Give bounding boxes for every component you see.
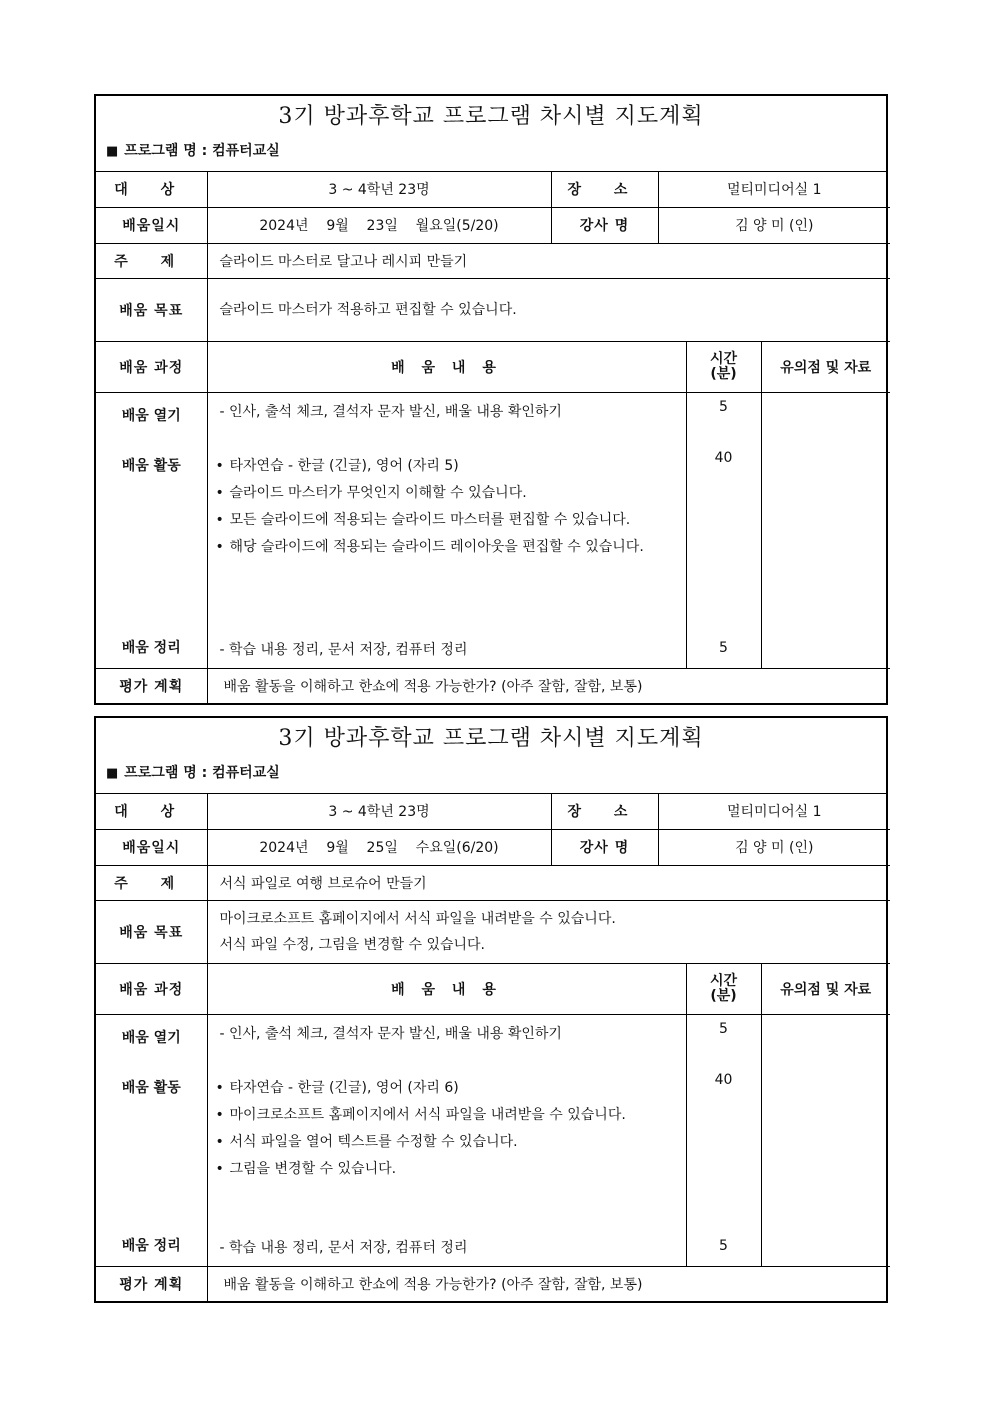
teacher-label: 강사 명 — [551, 207, 658, 243]
goal-value — [207, 278, 890, 341]
wrap-text: - 학습 내용 정리, 문서 저장, 컴퓨터 정리 — [219, 1239, 468, 1256]
lesson-plan-1 — [94, 94, 888, 705]
stage-wrap: 배움 정리 — [121, 639, 181, 656]
topic-value: 서식 파일로 여행 브로슈어 만들기 — [207, 865, 890, 900]
time-wrap: 5 — [719, 1237, 728, 1254]
activity-item: • 슬라이드 마스터가 무엇인지 이해할 수 있습니다. — [212, 480, 680, 507]
place-value: 멀티미디어실 1 — [658, 172, 890, 207]
plan-table — [96, 794, 890, 1301]
goal-line: 슬라이드 마스터가 적용하고 편집할 수 있습니다. — [219, 301, 517, 318]
process-header: 배움 과정 — [96, 963, 207, 1014]
teacher-value: 김 양 미 (인) — [658, 829, 890, 865]
evaluation-label: 평가 계획 — [96, 668, 207, 703]
time-header: 시간 (분) — [686, 341, 761, 392]
activity-item: • 마이크로소프트 홈페이지에서 서식 파일을 내려받을 수 있습니다. — [212, 1102, 680, 1129]
stage-activity: 배움 활동 — [121, 457, 181, 474]
activity-item: • 모든 슬라이드에 적용되는 슬라이드 마스터를 편집할 수 있습니다. — [212, 507, 680, 534]
evaluation-value: 배움 활동을 이해하고 한쇼에 적용 가능한가? (아주 잘함, 잘함, 보통) — [207, 1266, 890, 1301]
program-name: 프로그램 명 : 컴퓨터교실 — [124, 765, 280, 781]
lesson-plan-2 — [94, 716, 888, 1303]
time-activity: 40 — [714, 449, 733, 466]
process-content — [207, 392, 686, 668]
time-wrap: 5 — [719, 639, 728, 656]
open-text: - 인사, 출석 체크, 결석자 문자 발신, 배울 내용 확인하기 — [219, 1025, 562, 1042]
time-open: 5 — [719, 1020, 728, 1037]
program-name-line — [96, 758, 886, 794]
activity-item: • 서식 파일을 열어 텍스트를 수정할 수 있습니다. — [212, 1129, 680, 1156]
date-value: 2024년 9월 23일 월요일(5/20) — [207, 207, 551, 243]
wrap-text: - 학습 내용 정리, 문서 저장, 컴퓨터 정리 — [219, 641, 468, 658]
target-value: 3 ~ 4학년 23명 — [207, 794, 551, 829]
date-label: 배움일시 — [96, 829, 207, 865]
place-label: 장 소 — [551, 172, 658, 207]
date-value: 2024년 9월 25일 수요일(6/20) — [207, 829, 551, 865]
activity-item: • 타자연습 - 한글 (긴글), 영어 (자리 6) — [212, 1075, 680, 1102]
evaluation-label: 평가 계획 — [96, 1266, 207, 1301]
activity-item: • 그림을 변경할 수 있습니다. — [212, 1156, 680, 1183]
date-label: 배움일시 — [96, 207, 207, 243]
goal-line: 서식 파일 수정, 그림을 변경할 수 있습니다. — [219, 936, 486, 953]
program-name-line — [96, 136, 886, 172]
process-stages — [96, 392, 207, 668]
activity-list — [208, 453, 686, 561]
place-label: 장 소 — [551, 794, 658, 829]
program-name: 프로그램 명 : 컴퓨터교실 — [124, 143, 280, 159]
time-activity: 40 — [714, 1071, 733, 1088]
teacher-label: 강사 명 — [551, 829, 658, 865]
goal-line: 마이크로소프트 홈페이지에서 서식 파일을 내려받을 수 있습니다. — [219, 910, 616, 927]
notes-cell — [761, 1014, 890, 1266]
goal-value — [207, 900, 890, 963]
square-bullet-icon: ■ — [106, 144, 119, 159]
stage-open: 배움 열기 — [121, 1029, 181, 1046]
content-header: 배 움 내 용 — [207, 963, 686, 1014]
time-values — [686, 392, 761, 668]
topic-value: 슬라이드 마스터로 달고나 레시피 만들기 — [207, 243, 890, 278]
evaluation-value: 배움 활동을 이해하고 한쇼에 적용 가능한가? (아주 잘함, 잘함, 보통) — [207, 668, 890, 703]
target-value: 3 ~ 4학년 23명 — [207, 172, 551, 207]
time-values — [686, 1014, 761, 1266]
target-label: 대 상 — [96, 172, 207, 207]
content-header: 배 움 내 용 — [207, 341, 686, 392]
square-bullet-icon: ■ — [106, 766, 119, 781]
goal-label: 배움 목표 — [96, 900, 207, 963]
time-open: 5 — [719, 398, 728, 415]
plan-title: 3기 방과후학교 프로그램 차시별 지도계획 — [278, 104, 704, 129]
notes-header: 유의점 및 자료 — [761, 963, 890, 1014]
process-header: 배움 과정 — [96, 341, 207, 392]
stage-open: 배움 열기 — [121, 407, 181, 424]
stage-wrap: 배움 정리 — [121, 1237, 181, 1254]
open-text: - 인사, 출석 체크, 결석자 문자 발신, 배울 내용 확인하기 — [219, 403, 562, 420]
activity-list — [208, 1075, 686, 1183]
activity-item: • 해당 슬라이드에 적용되는 슬라이드 레이아웃을 편집할 수 있습니다. — [212, 534, 680, 561]
stage-activity: 배움 활동 — [121, 1079, 181, 1096]
process-content — [207, 1014, 686, 1266]
activity-item: • 타자연습 - 한글 (긴글), 영어 (자리 5) — [212, 453, 680, 480]
topic-label: 주 제 — [96, 243, 207, 278]
notes-cell — [761, 392, 890, 668]
topic-label: 주 제 — [96, 865, 207, 900]
place-value: 멀티미디어실 1 — [658, 794, 890, 829]
target-label: 대 상 — [96, 794, 207, 829]
process-stages — [96, 1014, 207, 1266]
goal-label: 배움 목표 — [96, 278, 207, 341]
teacher-value: 김 양 미 (인) — [658, 207, 890, 243]
notes-header: 유의점 및 자료 — [761, 341, 890, 392]
plan-table — [96, 172, 890, 703]
plan-title: 3기 방과후학교 프로그램 차시별 지도계획 — [278, 726, 704, 751]
time-header: 시간 (분) — [686, 963, 761, 1014]
